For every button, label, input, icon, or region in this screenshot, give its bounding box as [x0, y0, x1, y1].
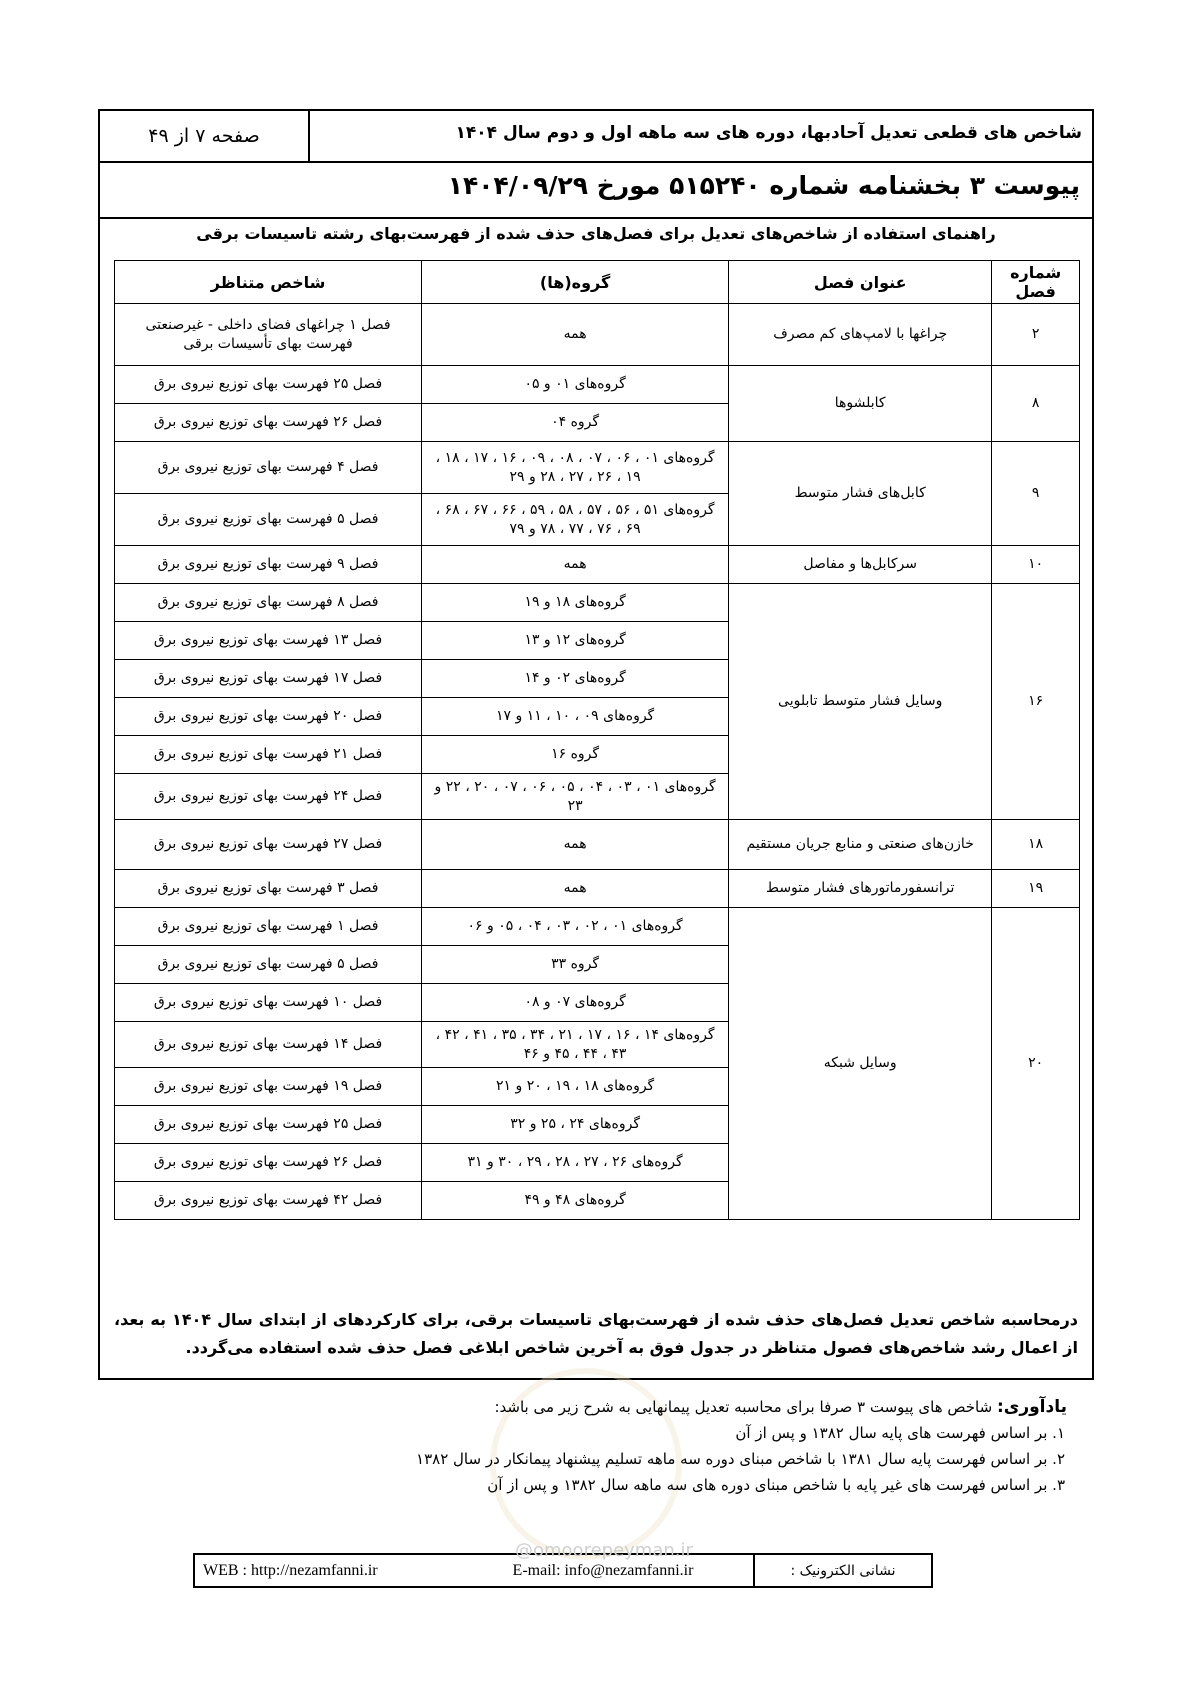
- corresponding-index-cell: فصل ۱۷ فهرست بهای توزیع نیروی برق: [115, 660, 422, 698]
- groups-cell: گروه‌های ۲۴ ، ۲۵ و ۳۲: [422, 1106, 729, 1144]
- corresponding-index-cell: فصل ۱ فهرست بهای توزیع نیروی برق: [115, 908, 422, 946]
- header-corresponding-index: شاخص متناظر: [115, 261, 422, 304]
- chapter-number-cell: ۱۰: [992, 546, 1080, 584]
- page-number: صفحه ۷ از ۴۹: [100, 111, 310, 161]
- chapter-title-cell: خازن‌های صنعتی و منابع جریان مستقیم: [729, 820, 992, 870]
- groups-cell: گروه‌های ۲۶ ، ۲۷ ، ۲۸ ، ۲۹ ، ۳۰ و ۳۱: [422, 1144, 729, 1182]
- corresponding-index-cell: فصل ۲۷ فهرست بهای توزیع نیروی برق: [115, 820, 422, 870]
- corresponding-index-cell: فصل ۲۱ فهرست بهای توزیع نیروی برق: [115, 736, 422, 774]
- reminder-label: یادآوری:: [996, 1397, 1067, 1417]
- chapter-number-cell: ۱۸: [992, 820, 1080, 870]
- table-body: [115, 304, 1080, 1220]
- groups-cell: همه: [422, 820, 729, 870]
- corresponding-index-cell: فصل ۱۳ فهرست بهای توزیع نیروی برق: [115, 622, 422, 660]
- chapter-number-cell: ۱۶: [992, 584, 1080, 820]
- groups-cell: گروه‌های ۰۹ ، ۱۰ ، ۱۱ و ۱۷: [422, 698, 729, 736]
- corresponding-index-cell: فصل ۳ فهرست بهای توزیع نیروی برق: [115, 870, 422, 908]
- table-row: [115, 870, 1080, 908]
- table-row: [115, 908, 1080, 946]
- corresponding-index-cell: فصل ۲۵ فهرست بهای توزیع نیروی برق: [115, 366, 422, 404]
- table-header-row: [115, 261, 1080, 304]
- header-groups: گروه(ها): [422, 261, 729, 304]
- corresponding-index-cell: فصل ۱ چراغهای فضای داخلی - غیرصنعتی فهرست بهای تأسیسات برقی: [115, 304, 422, 366]
- website-link[interactable]: WEB : http://nezamfanni.ir: [203, 1561, 378, 1579]
- groups-cell: گروه‌های ۱۲ و ۱۳: [422, 622, 729, 660]
- groups-cell: گروه‌های ۴۸ و ۴۹: [422, 1182, 729, 1220]
- groups-cell: گروه‌های ۵۱ ، ۵۶ ، ۵۷ ، ۵۸ ، ۵۹ ، ۶۶ ، ۶۷ ، ۶۸ ، ۶۹ ، ۷۶ ، ۷۷ ، ۷۸ و ۷۹: [422, 494, 729, 546]
- annex-title: پیوست ۳ بخشنامه شماره ۵۱۵۲۴۰ مورخ ۱۴۰۴/۰۹/۲۹: [447, 171, 1080, 200]
- table-row: [115, 442, 1080, 494]
- chapter-title-cell: سرکابل‌ها و مفاصل: [729, 546, 992, 584]
- table-row: [115, 304, 1080, 366]
- corresponding-index-cell: فصل ۵ فهرست بهای توزیع نیروی برق: [115, 946, 422, 984]
- groups-cell: همه: [422, 304, 729, 366]
- corresponding-index-cell: فصل ۲۶ فهرست بهای توزیع نیروی برق: [115, 404, 422, 442]
- table-row: [115, 546, 1080, 584]
- annex-title-row: [100, 161, 1092, 219]
- chapter-title-cell: کابلشوها: [729, 366, 992, 442]
- groups-cell: گروه‌های ۰۲ و ۱۴: [422, 660, 729, 698]
- corresponding-index-cell: فصل ۸ فهرست بهای توزیع نیروی برق: [115, 584, 422, 622]
- chapter-number-cell: ۱۹: [992, 870, 1080, 908]
- corresponding-index-cell: فصل ۵ فهرست بهای توزیع نیروی برق: [115, 494, 422, 546]
- chapter-number-cell: ۲: [992, 304, 1080, 366]
- groups-cell: همه: [422, 546, 729, 584]
- footnote: درمحاسبه شاخص تعدیل فصل‌های حذف شده از فهرست‌بهای تاسیسات برقی، برای کارکردهای از ابتدای سال ۱۴۰۴ به بعد، از اعمال رشد شاخص‌های فصول متناظر در جدول فوق به آخرین شاخص ابلاغی فصل حذف شده استفاده می‌گردد.: [114, 1310, 1079, 1357]
- email-link[interactable]: E-mail: info@nezamfanni.ir: [453, 1555, 754, 1586]
- header-chapter-number: شماره فصل: [992, 261, 1080, 304]
- corresponding-index-cell: فصل ۴ فهرست بهای توزیع نیروی برق: [115, 442, 422, 494]
- chapter-title-cell: وسایل شبکه: [729, 908, 992, 1220]
- groups-cell: گروه‌های ۱۸ و ۱۹: [422, 584, 729, 622]
- groups-cell: گروه ۱۶: [422, 736, 729, 774]
- reminder-item: ۲. بر اساس فهرست پایه سال ۱۳۸۱ با شاخص مبنای دوره سه ماهه تسلیم پیشنهاد پیمانکار در سال ۱۳۸۲: [416, 1450, 1065, 1468]
- table-row: [115, 584, 1080, 622]
- corresponding-index-cell: فصل ۱۰ فهرست بهای توزیع نیروی برق: [115, 984, 422, 1022]
- reminder-block: [107, 1394, 1067, 1498]
- groups-cell: گروه‌های ۱۸ ، ۱۹ ، ۲۰ و ۲۱: [422, 1068, 729, 1106]
- chapter-title-cell: چراغها با لامپ‌های کم مصرف: [729, 304, 992, 366]
- chapter-number-cell: ۹: [992, 442, 1080, 546]
- chapter-number-cell: ۲۰: [992, 908, 1080, 1220]
- header-title: شاخص های قطعی تعدیل آحادبها، دوره های سه ماهه اول و دوم سال ۱۴۰۴: [455, 123, 1082, 143]
- groups-cell: گروه ۳۳: [422, 946, 729, 984]
- reminder-item: ۳. بر اساس فهرست های غیر پایه با شاخص مبنای دوره های سه ماهه سال ۱۳۸۲ و پس از آن: [487, 1476, 1065, 1494]
- groups-cell: گروه‌های ۰۱ ، ۰۶ ، ۰۷ ، ۰۸ ، ۰۹ ، ۱۶ ، ۱۷ ، ۱۸ ، ۱۹ ، ۲۶ ، ۲۷ ، ۲۸ و ۲۹: [422, 442, 729, 494]
- chapter-title-cell: ترانسفورماتورهای فشار متوسط: [729, 870, 992, 908]
- contact-label: نشانی الکترونیک :: [754, 1555, 931, 1586]
- corresponding-index-cell: فصل ۹ فهرست بهای توزیع نیروی برق: [115, 546, 422, 584]
- corresponding-index-cell: فصل ۱۹ فهرست بهای توزیع نیروی برق: [115, 1068, 422, 1106]
- chapter-title-cell: کابل‌های فشار متوسط: [729, 442, 992, 546]
- groups-cell: گروه‌های ۰۱ ، ۰۲ ، ۰۳ ، ۰۴ ، ۰۵ و ۰۶: [422, 908, 729, 946]
- groups-cell: گروه‌های ۰۱ و ۰۵: [422, 366, 729, 404]
- index-table: [114, 260, 1080, 1220]
- corresponding-index-cell: فصل ۲۴ فهرست بهای توزیع نیروی برق: [115, 774, 422, 820]
- corresponding-index-cell: فصل ۱۴ فهرست بهای توزیع نیروی برق: [115, 1022, 422, 1068]
- groups-cell: گروه‌های ۱۴ ، ۱۶ ، ۱۷ ، ۲۱ ، ۳۴ ، ۳۵ ، ۴۱ ، ۴۲ ، ۴۳ ، ۴۴ ، ۴۵ و ۴۶: [422, 1022, 729, 1068]
- watermark-text: @omoorepeyman.ir: [515, 1540, 693, 1561]
- chapter-number-cell: ۸: [992, 366, 1080, 442]
- header-chapter-title: عنوان فصل: [729, 261, 992, 304]
- corresponding-index-cell: فصل ۲۵ فهرست بهای توزیع نیروی برق: [115, 1106, 422, 1144]
- reminder-intro: شاخص های پیوست ۳ صرفا برای محاسبه تعدیل پیمانهایی به شرح زیر می باشد:: [494, 1398, 993, 1416]
- guide-title: راهنمای استفاده از شاخص‌های تعدیل برای فصل‌های حذف شده از فهرست‌بهای رشته تاسیسات برقی: [196, 224, 996, 243]
- corresponding-index-cell: فصل ۲۶ فهرست بهای توزیع نیروی برق: [115, 1144, 422, 1182]
- reminder-item: ۱. بر اساس فهرست های پایه سال ۱۳۸۲ و پس از آن: [735, 1424, 1065, 1442]
- groups-cell: گروه ۰۴: [422, 404, 729, 442]
- corresponding-index-cell: فصل ۴۲ فهرست بهای توزیع نیروی برق: [115, 1182, 422, 1220]
- table-row: [115, 820, 1080, 870]
- groups-cell: همه: [422, 870, 729, 908]
- chapter-title-cell: وسایل فشار متوسط تابلویی: [729, 584, 992, 820]
- table-row: [115, 366, 1080, 404]
- page-frame: [98, 109, 1094, 1380]
- page-header: [100, 111, 1092, 163]
- corresponding-index-cell: فصل ۲۰ فهرست بهای توزیع نیروی برق: [115, 698, 422, 736]
- groups-cell: گروه‌های ۰۷ و ۰۸: [422, 984, 729, 1022]
- groups-cell: گروه‌های ۰۱ ، ۰۳ ، ۰۴ ، ۰۵ ، ۰۶ ، ۰۷ ، ۲۰ ، ۲۲ و ۲۳: [422, 774, 729, 820]
